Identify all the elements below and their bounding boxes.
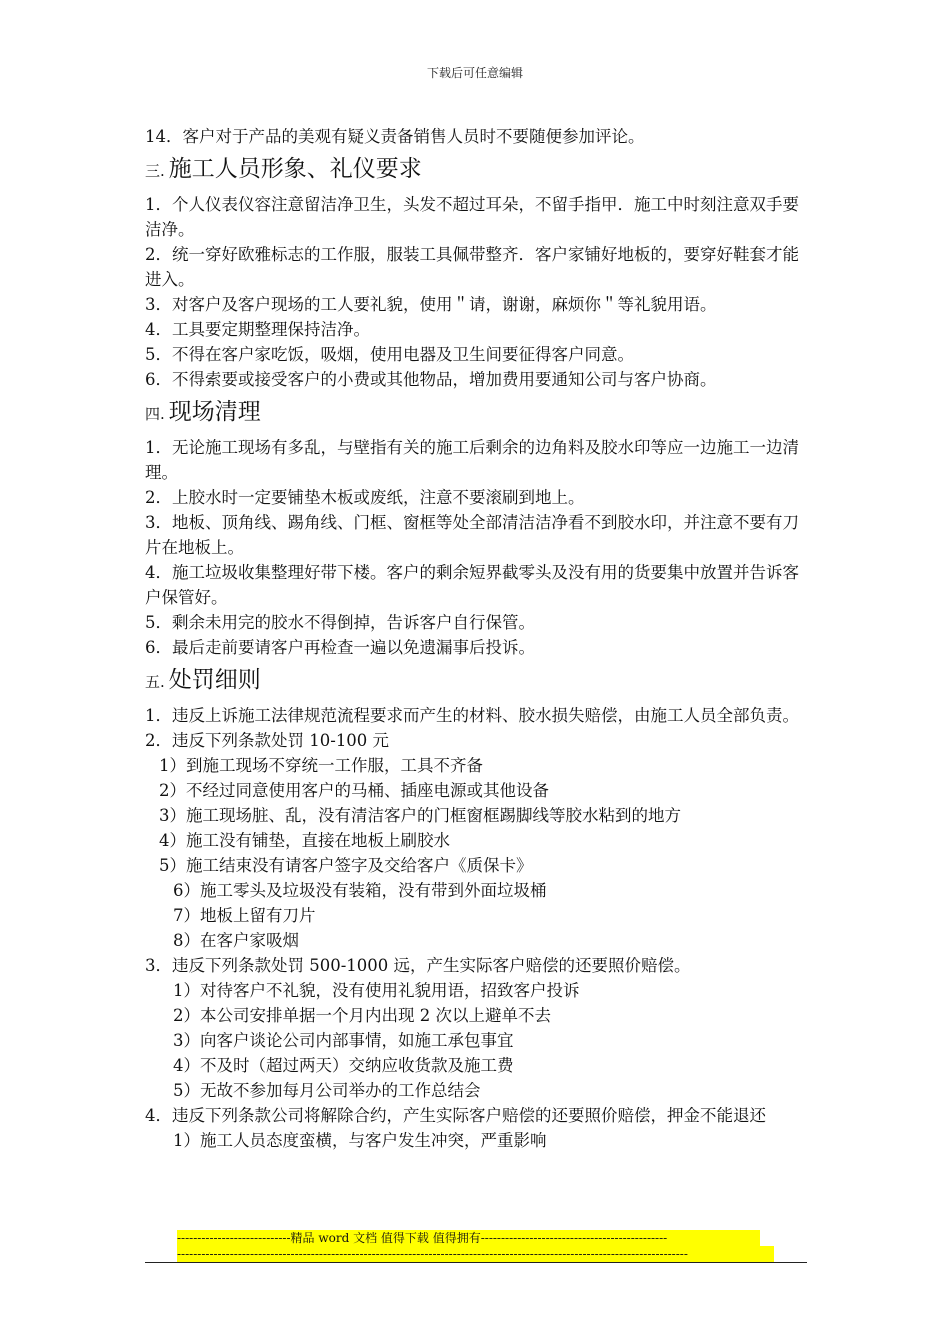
footer-banner-line-1: ----------------------------精品 word 文档 值得下载 值得拥有----------------------------------------------: [177, 1230, 760, 1246]
section-title: 现场清理: [168, 399, 261, 425]
paragraph: 2．违反下列条款处罚 10-100 元: [145, 731, 390, 750]
paragraph: 4．施工垃圾收集整理好带下楼。客户的剩余短界截零头及没有用的货要集中放置并告诉客户保管好。: [145, 563, 799, 607]
list-item: 7）地板上留有刀片: [173, 906, 316, 925]
paragraph: 3．违反下列条款处罚 500-1000 远，产生实际客户赔偿的还要照价赔偿。: [145, 956, 691, 975]
paragraph: 4．工具要定期整理保持洁净。: [145, 320, 370, 339]
section-number: 三.: [145, 162, 165, 180]
paragraph: 2．统一穿好欧雅标志的工作服，服装工具佩带整齐．客户家铺好地板的，要穿好鞋套才能进入。: [145, 245, 799, 289]
section-heading: [145, 662, 810, 700]
document-body: [145, 124, 810, 1153]
list-item: 5）无故不参加每月公司举办的工作总结会: [173, 1081, 481, 1100]
list-item: 2）本公司安排单据一个月内出现 2 次以上避单不去: [173, 1006, 551, 1025]
list-item: 2）不经过同意使用客户的马桶、插座电源或其他设备: [159, 781, 549, 800]
list-item: 6）施工零头及垃圾没有装箱，没有带到外面垃圾桶: [173, 881, 547, 900]
paragraph: 5．剩余未用完的胶水不得倒掉，告诉客户自行保管。: [145, 613, 535, 632]
paragraph: 3．地板、顶角线、踢角线、门框、窗框等处全部清洁洁净看不到胶水印，并注意不要有刀片在地板上。: [145, 513, 799, 557]
list-item: 1）到施工现场不穿统一工作服，工具不齐备: [159, 756, 483, 775]
list-item: 4）不及时（超过两天）交纳应收货款及施工费: [173, 1056, 514, 1075]
paragraph: 1．个人仪表仪容注意留洁净卫生，头发不超过耳朵，不留手指甲．施工中时刻注意双手要洁净。: [145, 195, 799, 239]
paragraph: 2．上胶水时一定要铺垫木板或废纸，注意不要滚刷到地上。: [145, 488, 585, 507]
page-header: 下载后可任意编辑: [426, 66, 523, 80]
section-number: 四.: [145, 405, 165, 423]
section-title: 施工人员形象、礼仪要求: [168, 156, 422, 182]
paragraph: 14．客户对于产品的美观有疑义责备销售人员时不要随便参加评论。: [145, 127, 645, 146]
list-item: 3）向客户谈论公司内部事情，如施工承包事宜: [173, 1031, 514, 1050]
list-item: 1）施工人员态度蛮横，与客户发生冲突，严重影响: [173, 1131, 547, 1150]
list-item: 1）对待客户不礼貌，没有使用礼貌用语，招致客户投诉: [173, 981, 580, 1000]
section-heading: [145, 394, 810, 432]
section-heading: [145, 151, 810, 189]
paragraph: 1．无论施工现场有多乱，与壁指有关的施工后剩余的边角料及胶水印等应一边施工一边清理。: [145, 438, 799, 482]
list-item: 8）在客户家吸烟: [173, 931, 299, 950]
paragraph: 1．违反上诉施工法律规范流程要求而产生的材料、胶水损失赔偿，由施工人员全部负责。: [145, 706, 799, 725]
paragraph: 6．不得索要或接受客户的小费或其他物品，增加费用要通知公司与客户协商。: [145, 370, 717, 389]
paragraph: 6．最后走前要请客户再检查一遍以免遗漏事后投诉。: [145, 638, 535, 657]
paragraph: 4．违反下列条款公司将解除合约，产生实际客户赔偿的还要照价赔偿，押金不能退还: [145, 1106, 766, 1125]
section-title: 处罚细则: [168, 667, 261, 693]
list-item: 5）施工结束没有请客户签字及交给客户《质保卡》: [159, 856, 533, 875]
list-item: 4）施工没有铺垫，直接在地板上刷胶水: [159, 831, 450, 850]
section-number: 五.: [145, 673, 165, 691]
footer-banner-line-2: ------------------------------------------------------------------------------------------------------------------------------: [177, 1246, 774, 1262]
paragraph: 3．对客户及客户现场的工人要礼貌，使用＂请，谢谢，麻烦你＂等礼貌用语。: [145, 295, 717, 314]
list-item: 3）施工现场脏、乱，没有清洁客户的门框窗框踢脚线等胶水粘到的地方: [159, 806, 681, 825]
footer-rule: [145, 1262, 807, 1263]
paragraph: 5．不得在客户家吃饭，吸烟，使用电器及卫生间要征得客户同意。: [145, 345, 634, 364]
